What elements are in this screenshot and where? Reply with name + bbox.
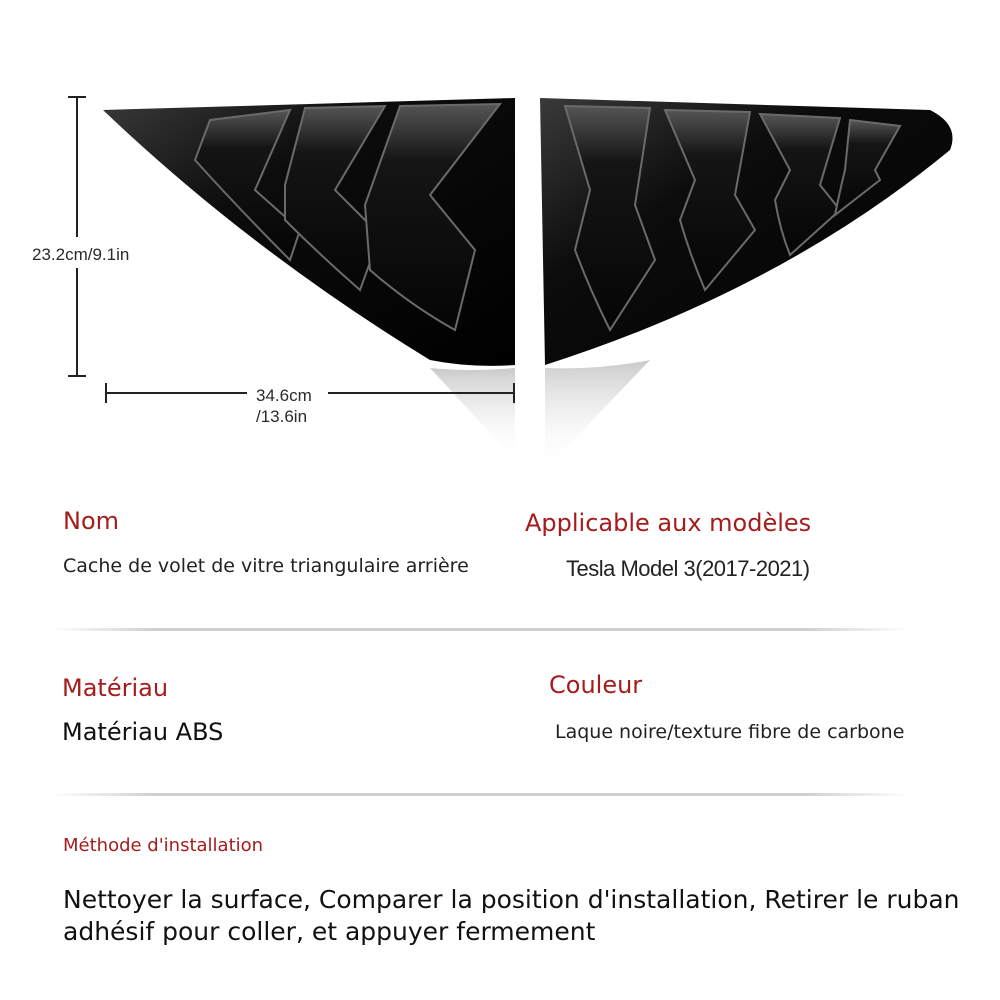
height-dimension-line xyxy=(68,97,86,376)
divider xyxy=(50,793,910,796)
material-label: Matériau xyxy=(62,674,169,702)
name-label: Nom xyxy=(63,507,120,535)
width-dimension-in: /13.6in xyxy=(256,407,308,426)
width-dimension-cm: 34.6cm xyxy=(256,386,312,405)
width-dimension-label xyxy=(256,385,312,427)
color-value: Laque noire/texture fibre de carbone xyxy=(555,721,905,743)
right-louver-panel xyxy=(540,98,953,365)
applicable-models-value: Tesla Model 3(2017-2021) xyxy=(566,556,810,581)
material-value: Matériau ABS xyxy=(62,718,224,746)
installation-method-text: Nettoyer la surface, Comparer la position d'installation, Retirer le ruban adhésif pour coller, et appuyer fermement xyxy=(63,885,960,946)
right-reflection xyxy=(545,360,650,470)
product-image xyxy=(0,0,1000,470)
left-reflection xyxy=(430,368,515,460)
installation-method-label: Méthode d'installation xyxy=(63,835,264,856)
left-louver-panel xyxy=(103,98,515,366)
color-label: Couleur xyxy=(549,671,643,699)
height-dimension-label: 23.2cm/9.1in xyxy=(32,245,130,264)
applicable-models-label: Applicable aux modèles xyxy=(525,509,812,537)
divider xyxy=(50,628,910,631)
name-value: Cache de volet de vitre triangulaire arrière xyxy=(63,555,469,577)
